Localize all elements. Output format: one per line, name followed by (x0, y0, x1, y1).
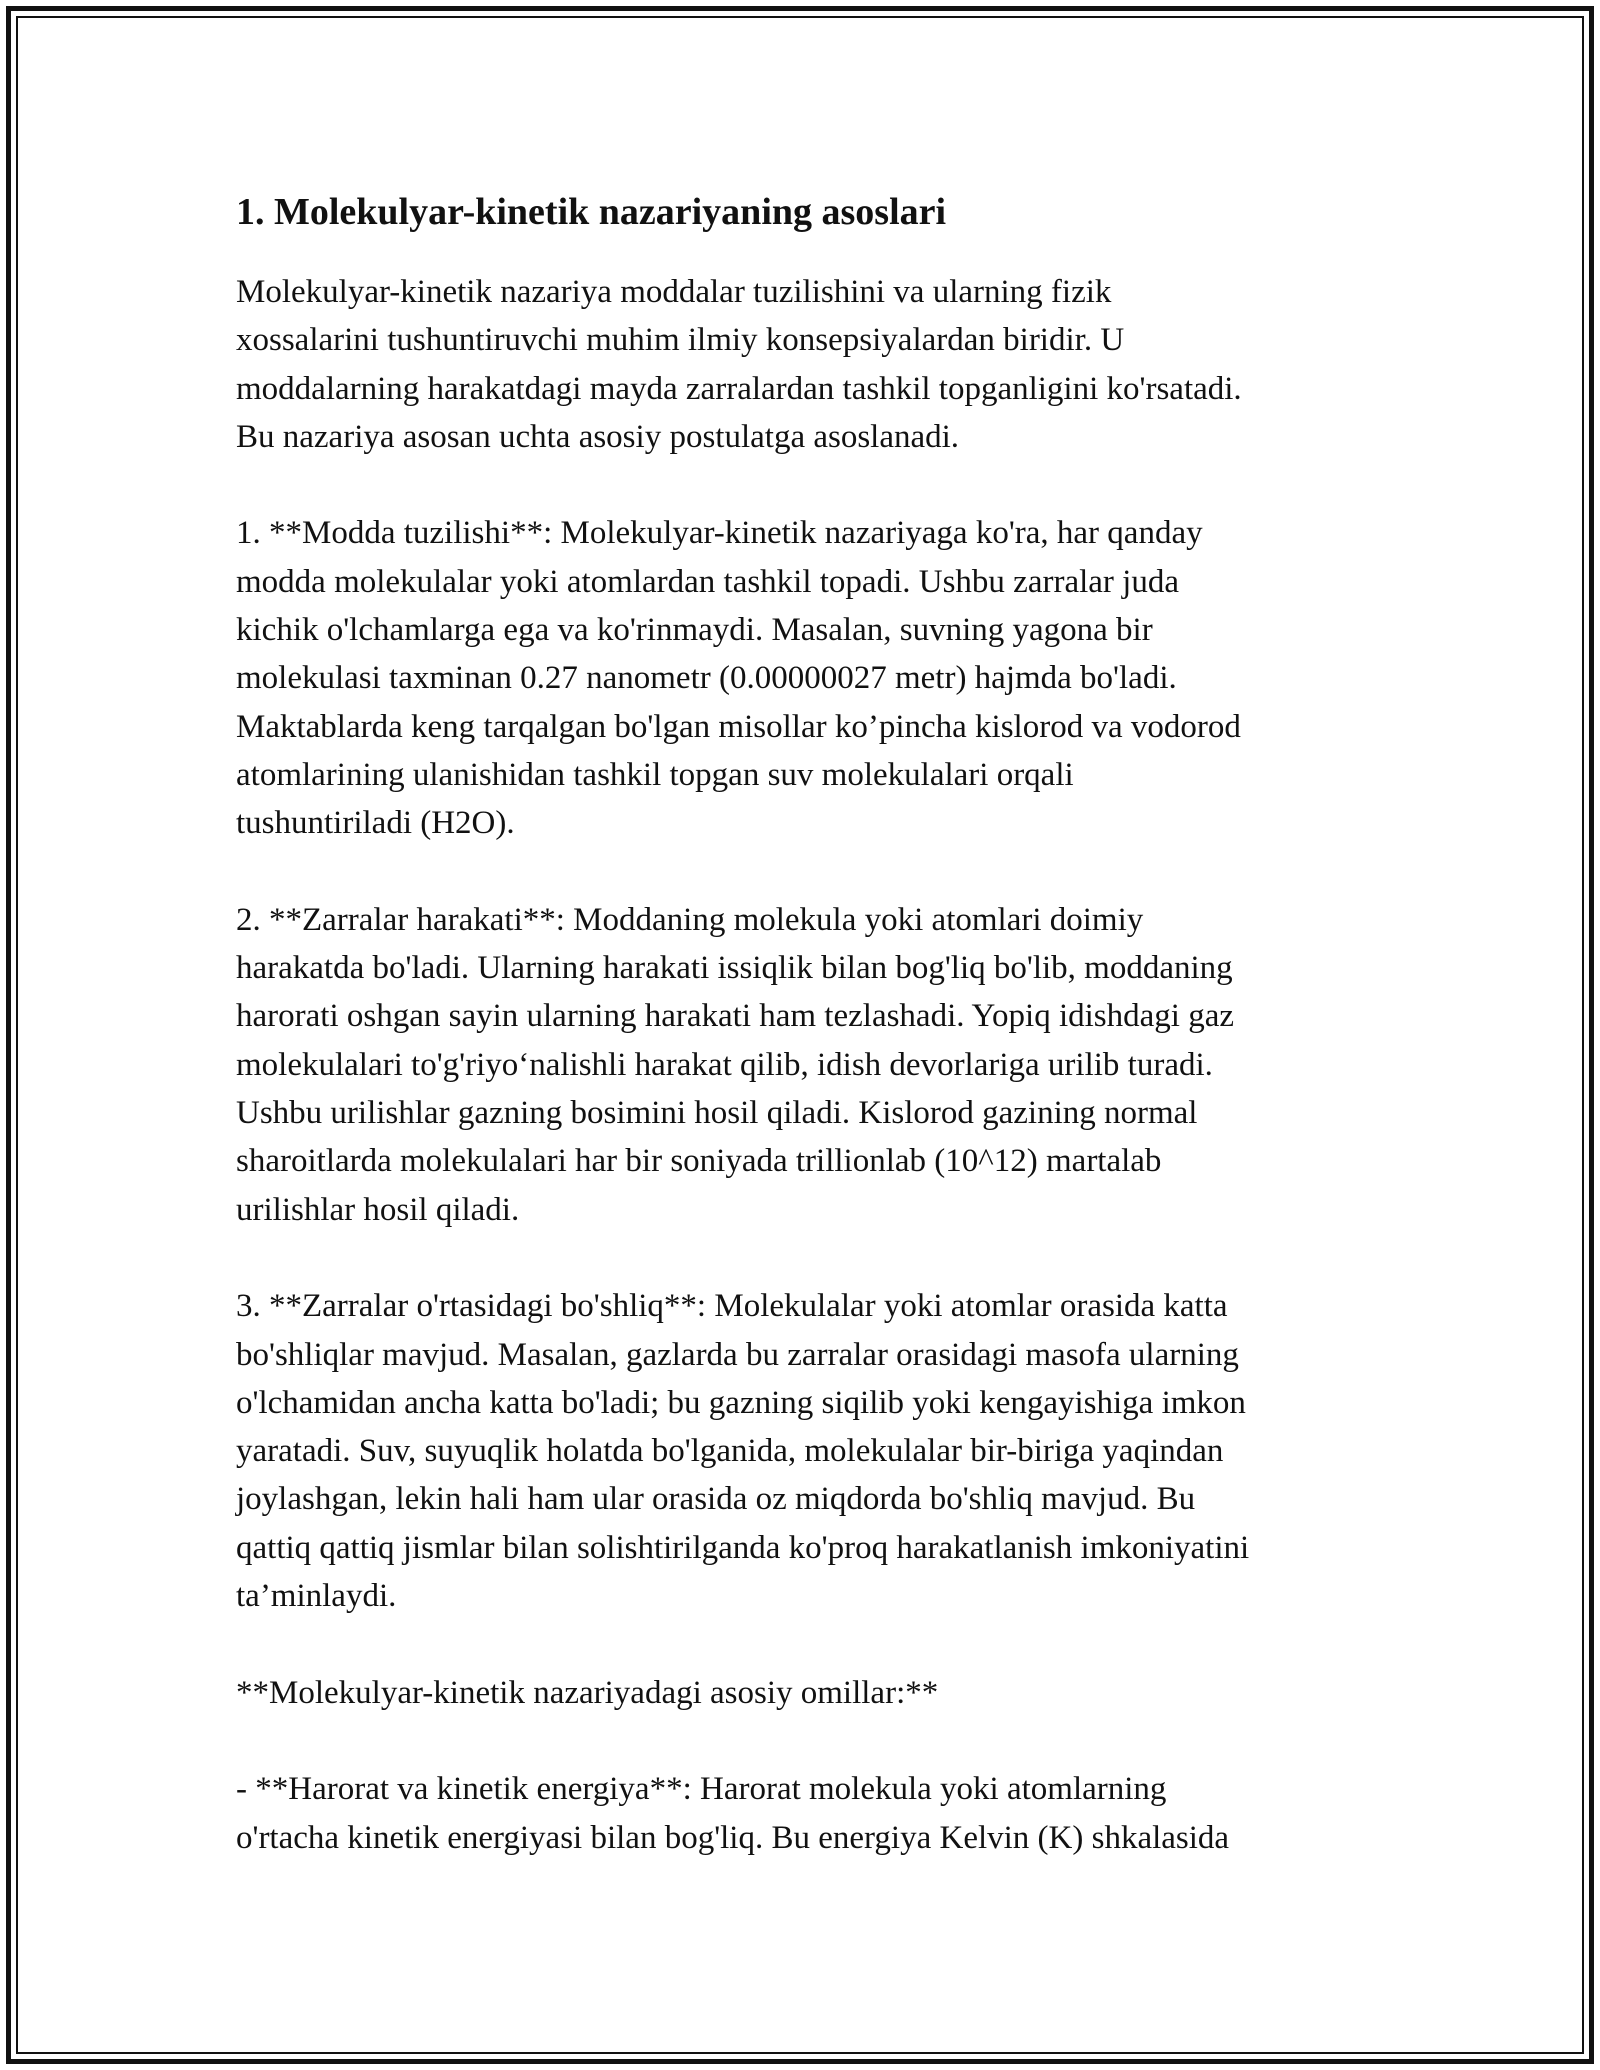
document-title: 1. Molekulyar-kinetik nazariyaning asoslari (236, 191, 947, 233)
postulate-2-paragraph: 2. **Zarralar harakati**: Moddaning molekula yoki atomlari doimiy harakatda bo'ladi. Ularning harakati issiqlik bilan bog'liq bo'lib, moddaning harorati oshgan sayin ularning harakati ham tezlashadi. Yopiq idishdagi gaz molekulalari to'g'riyo‘nalishli harakat qilib, idish devorlariga urilib turadi. Ushbu urilishlar gazning bosimini hosil qiladi. Kislorod gazining normal sharoitlarda molekulalari har bir soniyada trillionlab (10^12) martalab urilishlar hosil qiladi. (236, 901, 1235, 1228)
factor-temperature-paragraph: - **Harorat va kinetik energiya**: Harorat molekula yoki atomlarning o'rtacha kinetik energiyasi bilan bog'liq. Bu energiya Kelvin (K) shkalasida (236, 1771, 1230, 1856)
postulate-3-paragraph: 3. **Zarralar o'rtasidagi bo'shliq**: Molekulalar yoki atomlar orasida katta bo'shliqlar mavjud. Masalan, gazlarda bu zarralar orasidagi masofa ularning o'lchamidan ancha katta bo'ladi; bu gazning siqilib yoki kengayishiga imkon yaratadi. Suv, suyuqlik holatda bo'lganida, molekulalar bir-biriga yaqindan joylashgan, lekin hali ham ular orasida oz miqdorda bo'shliq mavjud. Bu qattiq qattiq jismlar bilan solishtirilganda ko'proq harakatlanish imkoniyatini ta’minlaydi. (236, 1288, 1250, 1615)
intro-paragraph: Molekulyar-kinetik nazariya moddalar tuzilishini va ularning fizik xossalarini tushuntiruvchi muhim ilmiy konsepsiyalardan biridir. U moddalarning harakatdagi mayda zarralardan tashkil topganligini ko'rsatadi. Bu nazariya asosan uchta asosiy postulatga asoslanadi. (236, 274, 1242, 455)
factors-heading: **Molekulyar-kinetik nazariyadagi asosiy omillar:** (236, 1674, 939, 1711)
postulate-1-paragraph: 1. **Modda tuzilishi**: Molekulyar-kinetik nazariyaga ko'ra, har qanday modda molekulalar yoki atomlardan tashkil topadi. Ushbu zarralar juda kichik o'lchamlarga ega va ko'rinmaydi. Masalan, suvning yagona bir molekulasi taxminan 0.27 nanometr (0.00000027 metr) hajmda bo'ladi. Maktablarda keng tarqalgan bo'lgan misollar ko’pincha kislorod va vodorod atomlarining ulanishidan tashkil topgan suv molekulalari orqali tushuntiriladi (H2O). (236, 515, 1241, 842)
document-body (236, 186, 1386, 1862)
